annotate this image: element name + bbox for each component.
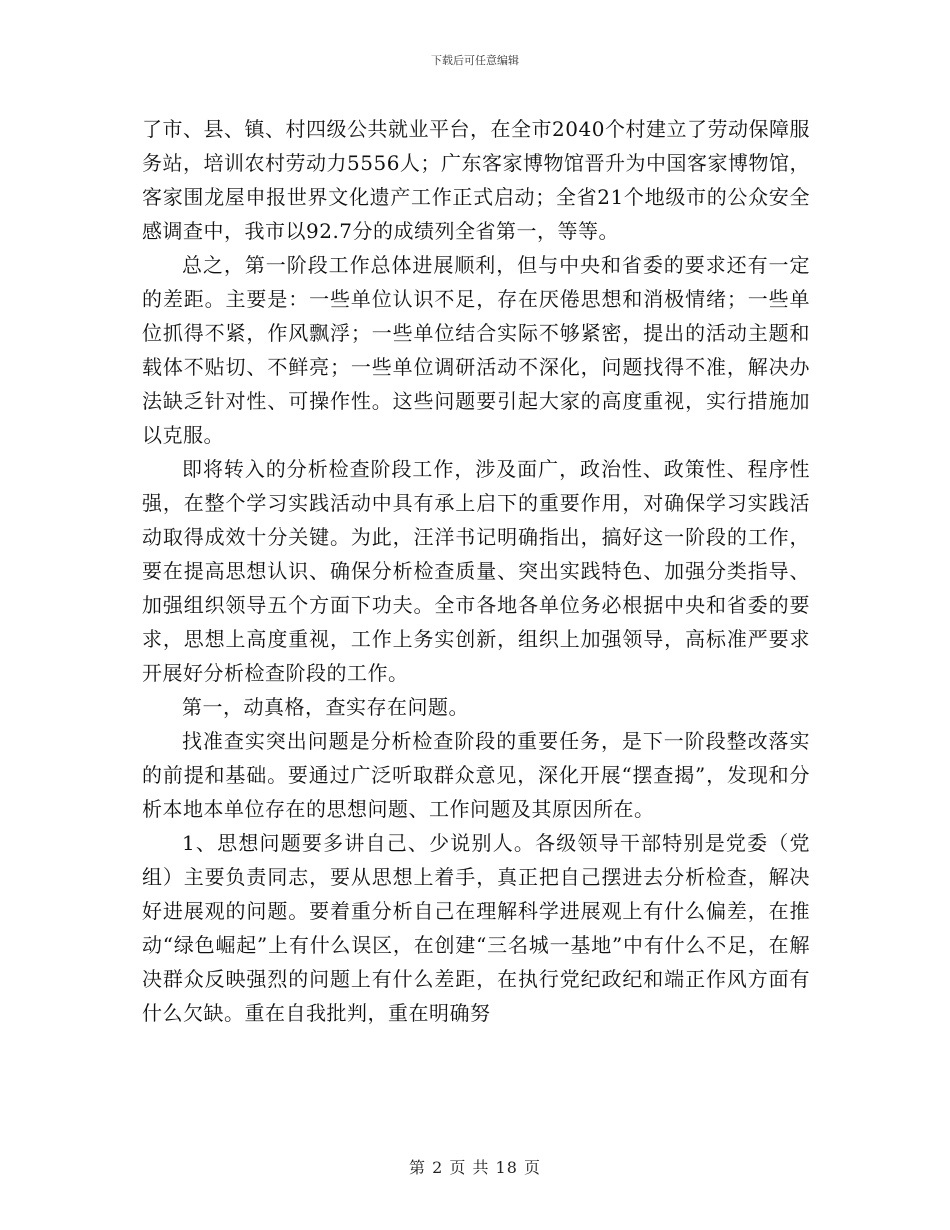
paragraph-5: 找准查实突出问题是分析检查阶段的重要任务，是下一阶段整改落实的前提和基础。要通过广泛听取群众意见，深化开展“摆查揭”，发现和分析本地本单位存在的思想问题、工作问题及其原因所在。 [142, 729, 810, 821]
paragraph-6: 1、思想问题要多讲自己、少说别人。各级领导干部特别是党委（党组）主要负责同志，要从思想上着手，真正把自己摆进去分析检查，解决好进展观的问题。要着重分析自己在理解科学进展观上有什么偏差，在推动“绿色崛起”上有什么误区，在创建“三名城一基地”中有什么不足，在解决群众反映强烈的问题上有什么差距，在执行党纪政纪和端正作风方面有什么欠缺。重在自我批判，重在明确努 [142, 831, 810, 1025]
page-header-note: 下载后可任意编辑 [431, 54, 519, 67]
document-body [142, 112, 810, 1030]
section-heading-first: 第一，动真格，查实存在问题。 [182, 695, 469, 719]
page-number-footer: 第 2 页 共 18 页 [409, 1158, 541, 1177]
paragraph-2: 总之，第一阶段工作总体进展顺利，但与中央和省委的要求还有一定的差距。主要是：一些单位认识不足，存在厌倦思想和消极情绪；一些单位抓得不紧，作风飘浮；一些单位结合实际不够紧密，提出的活动主题和载体不贴切、不鲜亮；一些单位调研活动不深化，问题找得不准，解决办法缺乏针对性、可操作性。这些问题要引起大家的高度重视，实行措施加以克服。 [142, 253, 810, 447]
paragraph-1: 了市、县、镇、村四级公共就业平台，在全市2040个村建立了劳动保障服务站，培训农村劳动力5556人；广东客家博物馆晋升为中国客家博物馆，客家围龙屋申报世界文化遗产工作正式启动；全省21个地级市的公众安全感调查中，我市以92.7分的成绩列全省第一，等等。 [142, 117, 810, 243]
paragraph-3: 即将转入的分析检查阶段工作，涉及面广，政治性、政策性、程序性强，在整个学习实践活动中具有承上启下的重要作用，对确保学习实践活动取得成效十分关键。为此，汪洋书记明确指出，搞好这一阶段的工作，要在提高思想认识、确保分析检查质量、突出实践特色、加强分类指导、加强组织领导五个方面下功夫。全市各地各单位务必根据中央和省委的要求，思想上高度重视，工作上务实创新，组织上加强领导，高标准严要求开展好分析检查阶段的工作。 [142, 457, 810, 685]
